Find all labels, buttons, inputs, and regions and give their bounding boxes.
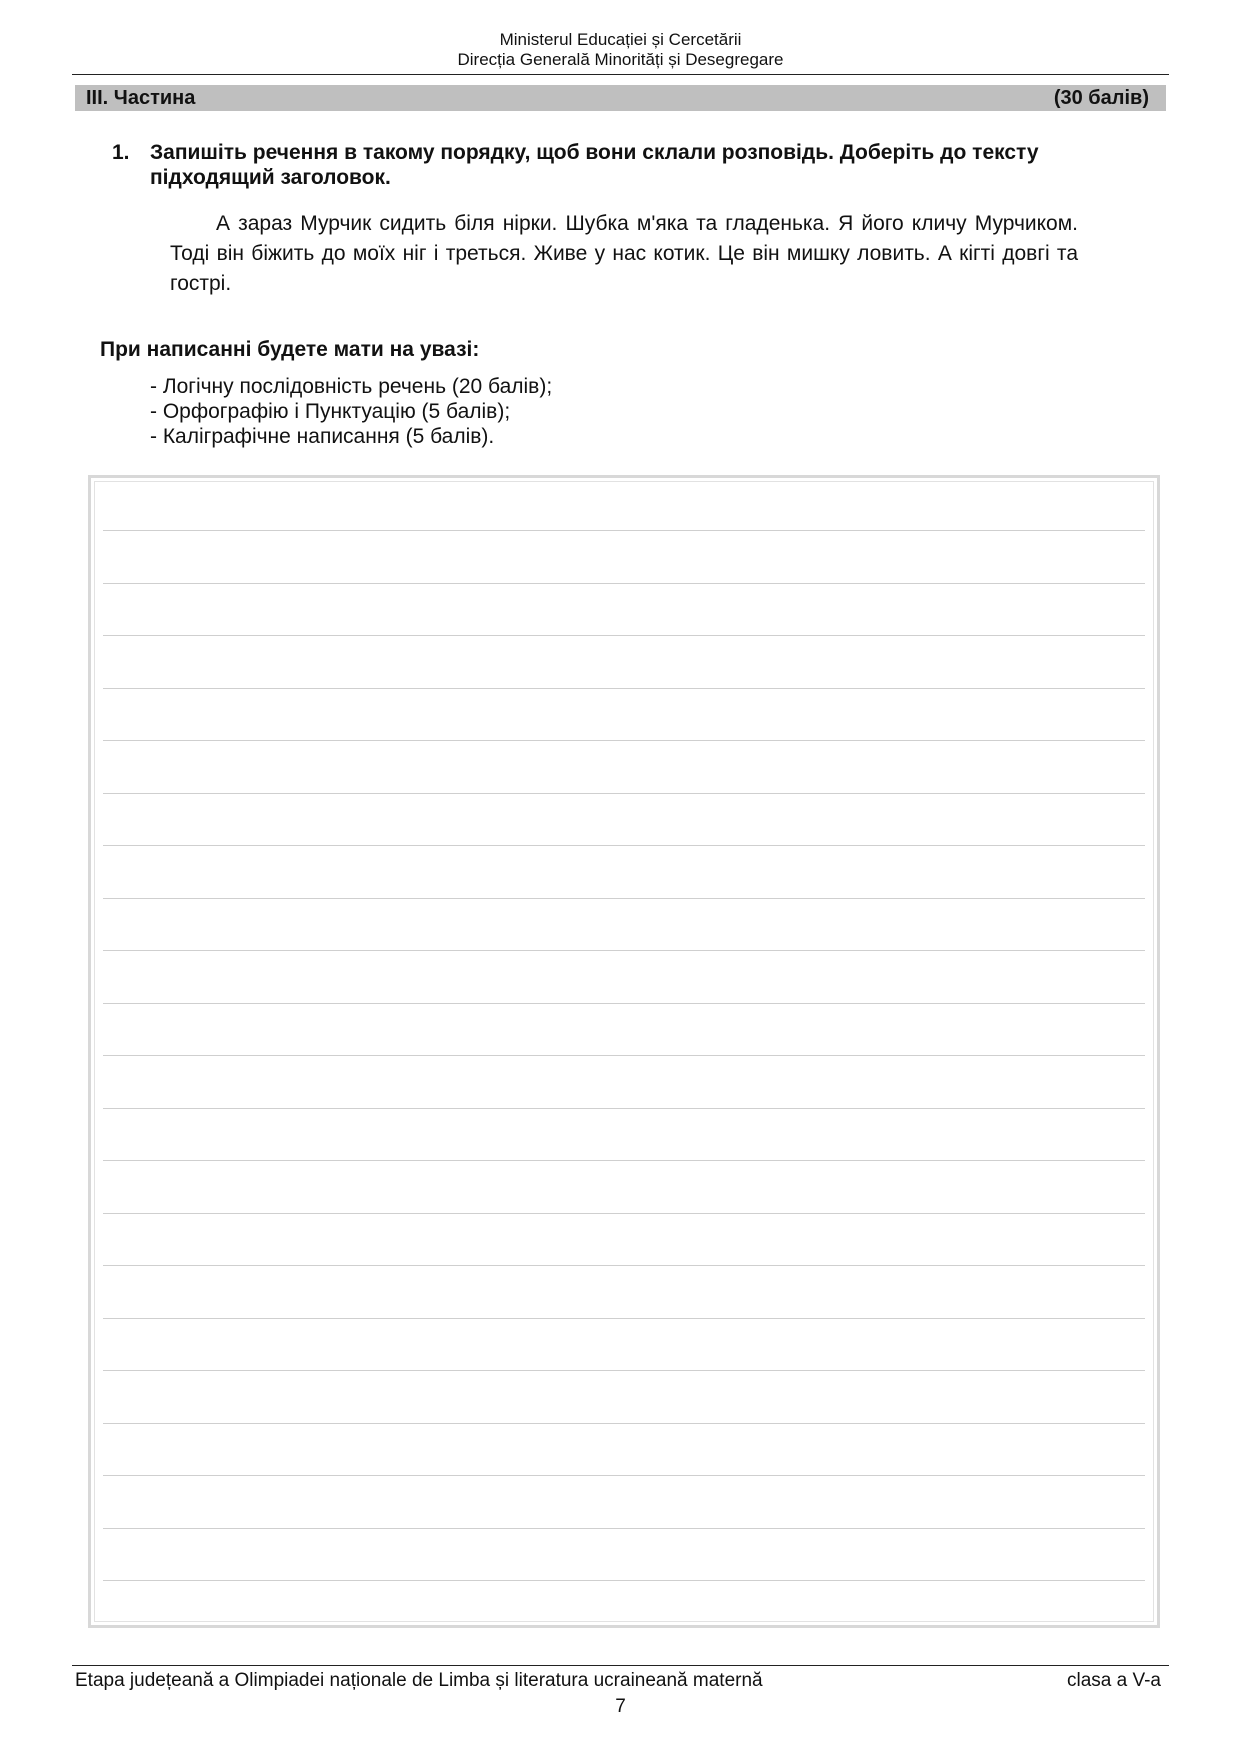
writing-line xyxy=(103,635,1145,636)
footer-olympiad-name: Etapa județeană a Olimpiadei naționale de Limba și literatura ucraineană maternă xyxy=(75,1670,763,1691)
writing-line xyxy=(103,1423,1145,1424)
footer-grade: clasa a V-a xyxy=(1067,1670,1161,1691)
page-header xyxy=(72,30,1169,70)
writing-line xyxy=(103,1475,1145,1476)
writing-line xyxy=(103,1318,1145,1319)
criteria-item: - Каліграфічне написання (5 балів). xyxy=(150,425,495,448)
writing-line xyxy=(103,530,1145,531)
story-text: А зараз Мурчик сидить біля нірки. Шубка м'яка та гладенька. Я його кличу Мурчиком. Тоді він біжить до моїх ніг і треться. Живе у нас котик. Це він мишку ловить. А кігті довгі та гострі. xyxy=(170,212,1078,295)
notes-title: При написанні будете мати на увазі: xyxy=(100,338,480,361)
writing-line xyxy=(103,1160,1145,1161)
criteria-item: - Орфографію і Пунктуацію (5 балів); xyxy=(150,400,511,423)
writing-line xyxy=(103,1055,1145,1056)
section-points: (30 балів) xyxy=(1053,87,1149,109)
answer-writing-area[interactable] xyxy=(88,475,1160,1628)
page-number: 7 xyxy=(615,1696,626,1717)
writing-line xyxy=(103,1108,1145,1109)
header-divider xyxy=(72,74,1169,75)
header-directorate: Direcția Generală Minorități și Desegregare xyxy=(457,50,784,69)
writing-line xyxy=(103,1370,1145,1371)
writing-line xyxy=(103,898,1145,899)
writing-line xyxy=(103,1265,1145,1266)
writing-line xyxy=(103,1003,1145,1004)
criteria-list xyxy=(150,374,552,449)
section-title: III. Частина xyxy=(86,87,196,109)
writing-line xyxy=(103,1580,1145,1581)
writing-line xyxy=(103,950,1145,951)
section-bar xyxy=(75,85,1166,111)
criteria-item: - Логічну послідовність речень (20 балів); xyxy=(150,375,553,398)
task-number: 1. xyxy=(112,141,130,164)
writing-line xyxy=(103,740,1145,741)
writing-line xyxy=(103,793,1145,794)
writing-line xyxy=(103,688,1145,689)
writing-line xyxy=(103,1213,1145,1214)
header-ministry: Ministerul Educației și Cercetării xyxy=(499,30,742,49)
task-instruction: Запишіть речення в такому порядку, щоб вони склали розповідь. Доберіть до тексту підходящий заголовок. xyxy=(150,141,1039,189)
writing-line xyxy=(103,845,1145,846)
answer-area-inner-border xyxy=(94,481,1154,1622)
footer-divider xyxy=(72,1665,1169,1666)
writing-line xyxy=(103,583,1145,584)
writing-line xyxy=(103,1528,1145,1529)
